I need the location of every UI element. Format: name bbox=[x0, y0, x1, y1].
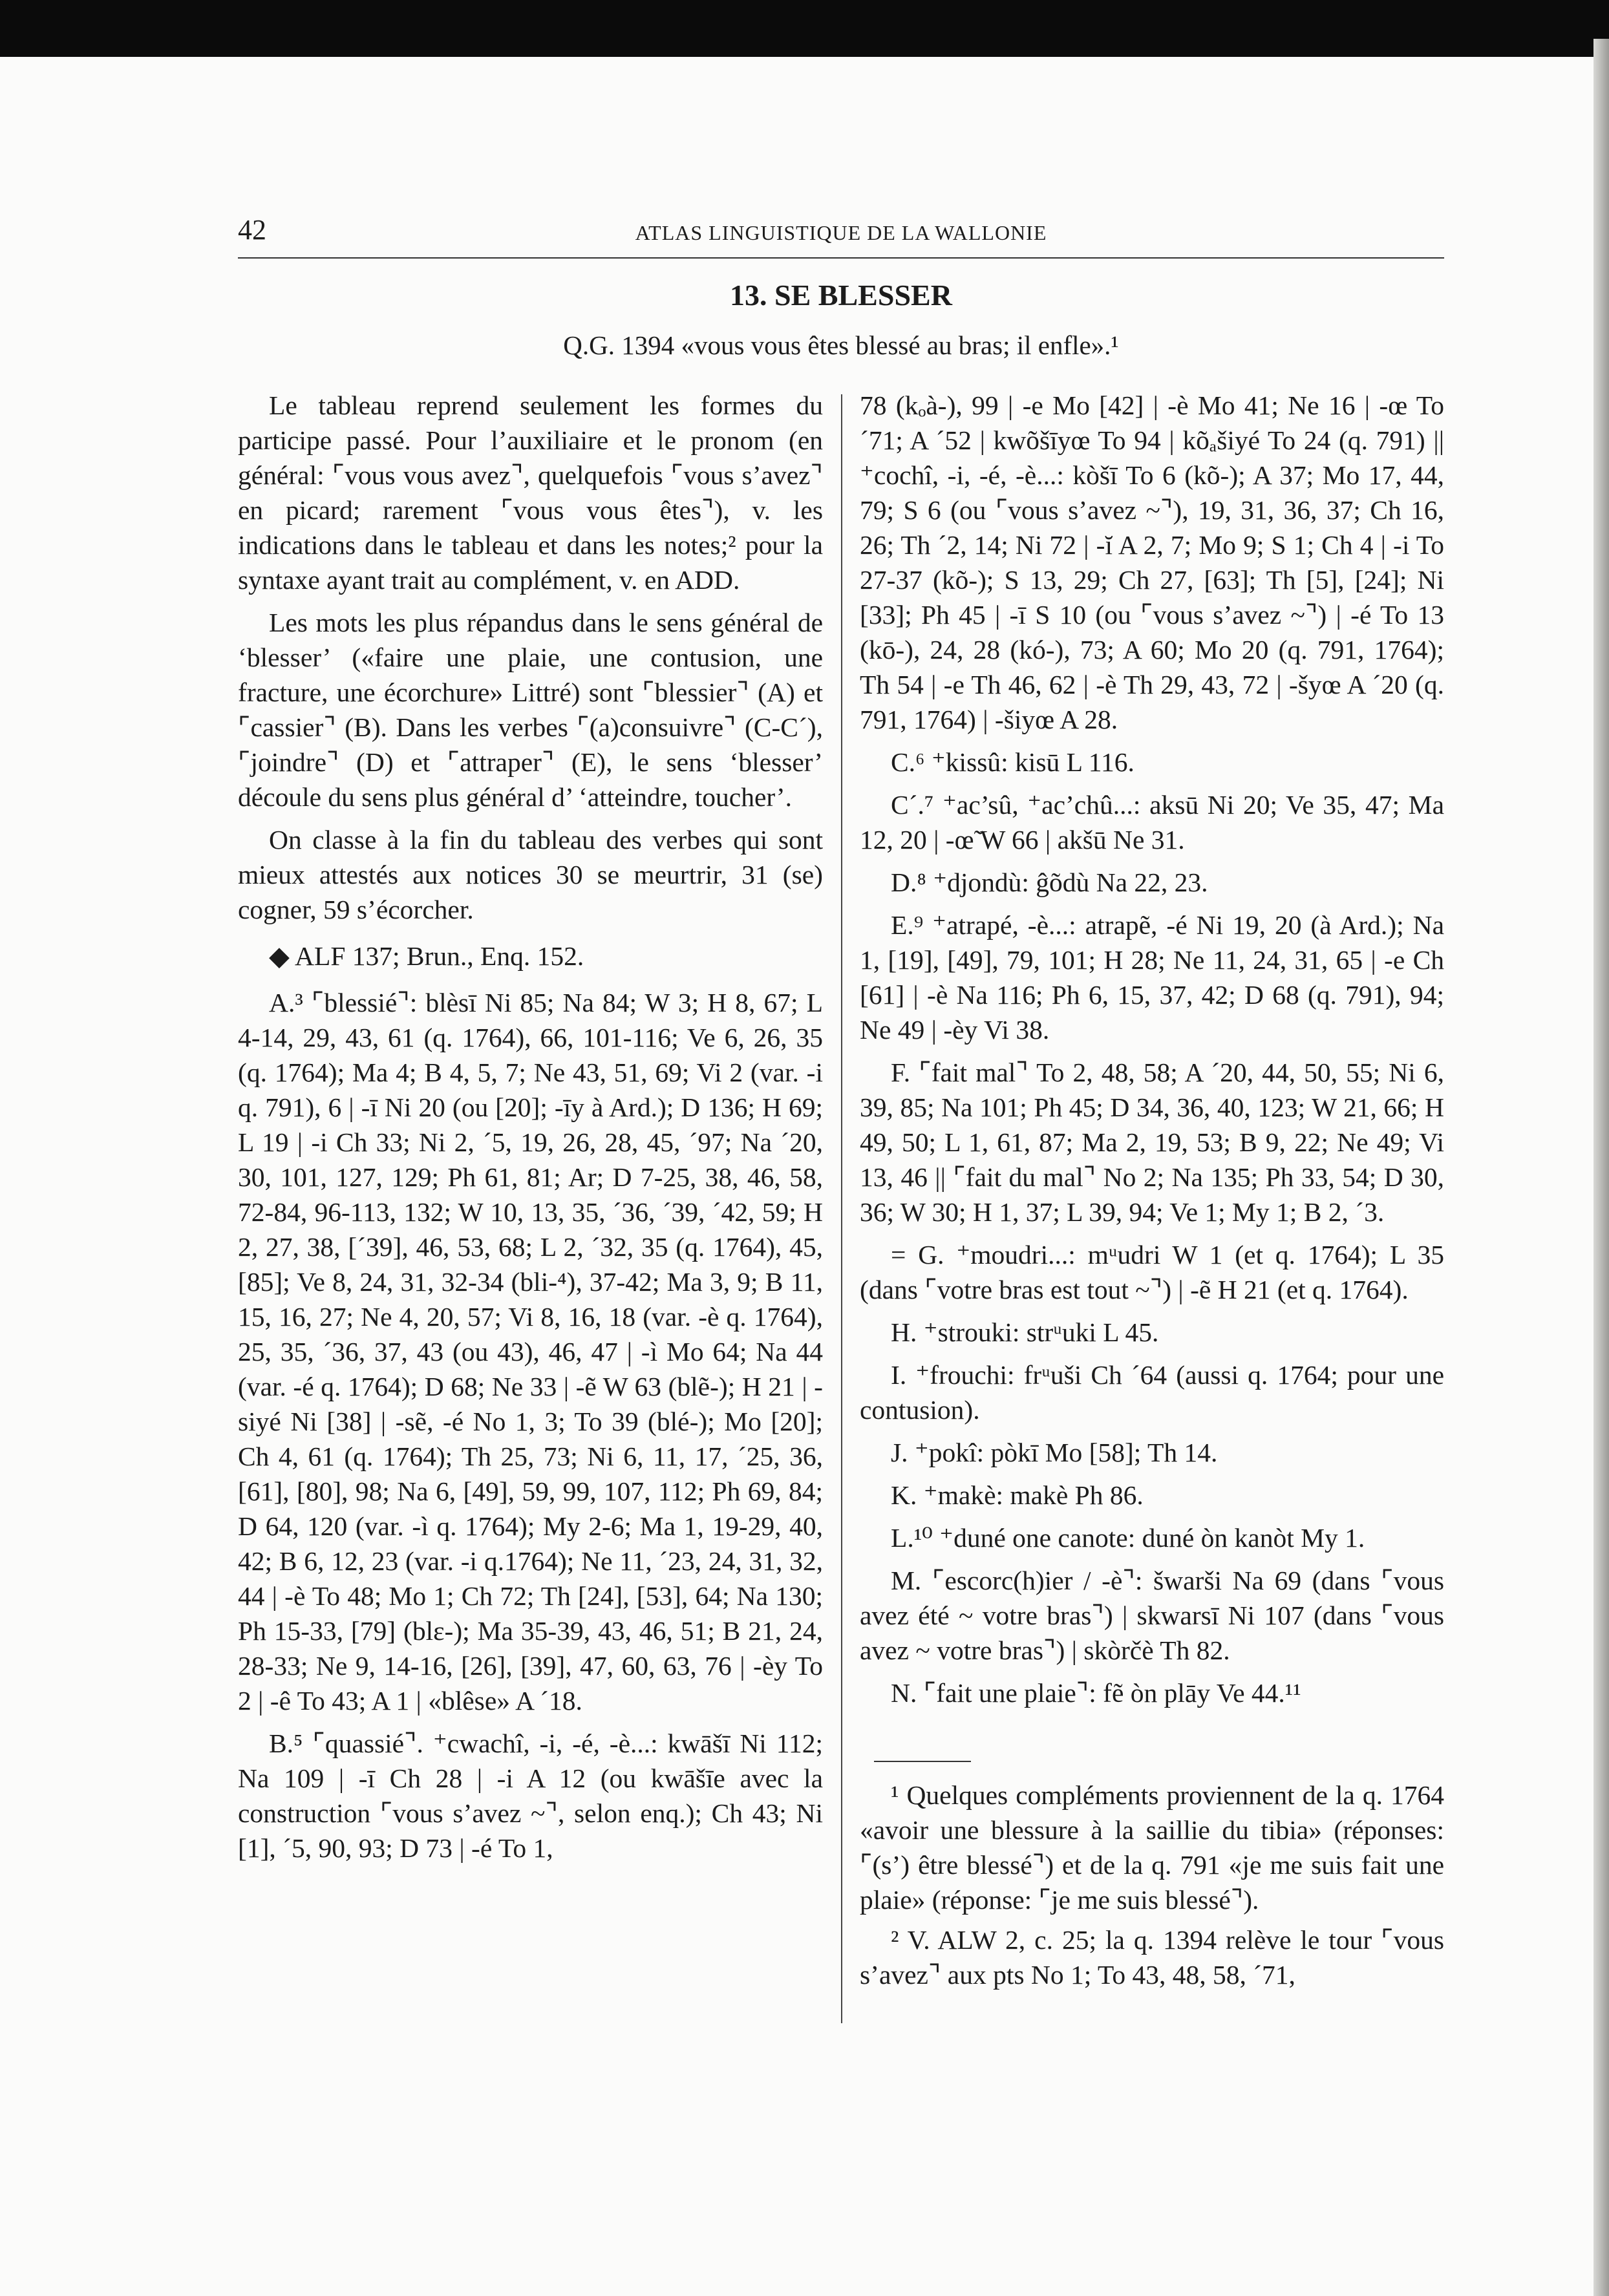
entry-i-frouchi: I. ⁺frouchi: frᵘuši Ch ´64 (aussi q. 1764; pour une contusion). bbox=[860, 1360, 1444, 1425]
entry-n-fait-une-plaie: N. ⌜fait une plaie⌝: fẽ òn plāy Ve 44.¹¹ bbox=[891, 1678, 1301, 1708]
paragraph-references: ◆ ALF 137; Brun., Enq. 152. bbox=[269, 941, 584, 971]
question-line: Q.G. 1394 «vous vous êtes blessé au bras; il enfle».¹ bbox=[563, 330, 1119, 360]
running-title: ATLAS LINGUISTIQUE DE LA WALLONIE bbox=[635, 221, 1047, 244]
entry-k-make: K. ⁺makè: makè Ph 86. bbox=[891, 1480, 1144, 1510]
left-column bbox=[238, 388, 823, 1873]
article-title: 13. SE BLESSER bbox=[730, 279, 952, 312]
entry-c-prime-acsu: C´.⁷ ⁺ac’sû, ⁺ac’chû...: aksū Ni 20; Ve 35, 47; Ma 12, 20 | -œ̃ W 66 | akšū Ne 31. bbox=[860, 790, 1444, 855]
paragraph-intro: Le tableau reprend seulement les formes du participe passé. Pour l’auxiliaire et le pronom (en général: ⌜vous vous avez⌝, quelquefois ⌜vous s’avez⌝ en picard; rarement ⌜vous vous êtes⌝), v. les indications dans le tableau et dans les notes;² pour la syntaxe ayant trait au complément, v. en ADD. bbox=[238, 390, 823, 595]
footnote-2: ² V. ALW 2, c. 25; la q. 1394 relève le tour ⌜vous s’avez⌝ aux pts No 1; To 43, 48, 58, ´71, bbox=[860, 1925, 1444, 1990]
page-header bbox=[238, 213, 1444, 259]
entry-c-kissu: C.⁶ ⁺kissû: kisū L 116. bbox=[891, 747, 1135, 777]
footnote-rule bbox=[874, 1761, 971, 1762]
entry-m-escorchier: M. ⌜escorc(h)ier / -è⌝: šwarši Na 69 (dans ⌜vous avez été ~ votre bras⌝) | skwarsī Ni 107 (dans ⌜vous avez ~ votre bras⌝) | skòrčè Th 82. bbox=[860, 1566, 1444, 1665]
column-divider bbox=[841, 394, 842, 2023]
right-column bbox=[860, 388, 1444, 1997]
entry-b-quassie: B.⁵ ⌜quassié⌝. ⁺cwachî, -i, -é, -è...: kwāšī Ni 112; Na 109 | -ī Ch 28 | -i A 12 (ou kwāšīe avec la construction ⌜vous s’avez ~⌝, selon enq.); Ch 43; Ni [1], ´5, 90, 93; D 73 | -é To 1, bbox=[238, 1728, 823, 1863]
entry-j-poki: J. ⁺pokî: pòkī Mo [58]; Th 14. bbox=[891, 1438, 1218, 1467]
paragraph-classification: On classe à la fin du tableau des verbes qui sont mieux attestés aux notices 30 se meurtrir, 31 (se) cogner, 59 s’écorcher. bbox=[238, 825, 823, 924]
entry-h-strouki: H. ⁺strouki: strᵘuki L 45. bbox=[891, 1317, 1159, 1347]
paragraph-senses: Les mots les plus répandus dans le sens général de ‘blesser’ («faire une plaie, une contusion, une fracture, une écorchure» Littré) sont ⌜blessier⌝ (A) et ⌜cassier⌝ (B). Dans les verbes ⌜(a)consuivre⌝ (C-C´), ⌜joindre⌝ (D) et ⌜attraper⌝ (E), le sens ‘blesser’ découle du sens plus général d’ ‘atteindre, toucher’. bbox=[238, 608, 823, 812]
entry-d-djondu: D.⁸ ⁺djondù: ĝõdù Na 22, 23. bbox=[891, 867, 1208, 897]
page-number: 42 bbox=[238, 214, 266, 246]
entry-l-dune-one-canote: L.¹⁰ ⁺duné one canote: duné òn kanòt My 1. bbox=[891, 1523, 1365, 1553]
header-rule bbox=[238, 257, 1444, 259]
entry-f-fait-mal: F. ⌜fait mal⌝ To 2, 48, 58; A ´20, 44, 50, 55; Ni 6, 39, 85; Na 101; Ph 45; D 34, 36, 40, 123; W 21, 66; H 49, 50; L 1, 61, 87; Ma 2, 19, 53; B 9, 22; Ne 49; Vi 13, 46 || ⌜fait du mal⌝ No 2; Na 135; Ph 33, 54; D 30, 36; W 30; H 1, 37; L 39, 94; Ve 1; My 1; B 2, ´3. bbox=[860, 1058, 1444, 1227]
scan-right-edge bbox=[1593, 39, 1609, 2296]
entry-a-blessie: A.³ ⌜blessié⌝: blèsī Ni 85; Na 84; W 3; H 8, 67; L 4-14, 29, 43, 61 (q. 1764), 66, 101-116; Ve 6, 26, 35 (q. 1764); Ma 4; B 4, 5, 7; Ne 43, 51, 69; Vi 2 (var. -i q. 791), 6 | -ī Ni 20 (ou [20]; -īy à Ard.); D 136; H 69; L 19 | -i Ch 33; Ni 2, ´5, 19, 26, 28, 45, ´97; Na ´20, 30, 101, 127, 129; Ph 61, 81; Ar; D 7-25, 38, 46, 58, 72-84, 96-113, 132; W 10, 13, 35, ´36, ´39, ´42, 59; H 2, 27, 38, [´39], 46, 53, 68; L 2, ´32, 35 (q. 1764), 45, [85]; Ve 8, 24, 31, 32-34 (bli-⁴), 37-42; Ma 3, 9; B 11, 15, 16, 27; Ne 4, 20, 57; Vi 8, 16, 18 (var. -è q. 1764), 25, 35, ´36, 37, 43 (ou 43), 46, 47 | -ì Mo 64; Na 44 (var. -é q. 1764); D 68; Ne 33 | -ẽ W 63 (blẽ-); H 21 | -siyé Ni [38] | -sẽ, -é No 1, 3; To 39 (blé-); Mo [20]; Ch 4, 61 (q. 1764); Th 25, 73; Ni 6, 11, 17, ´25, 36, [61], [80], 98; Na 6, [49], 59, 99, 107, 112; Ph 69, 84; D 64, 120 (var. -ì q. 1764); My 2-6; Ma 1, 19-29, 40, 42; B 6, 12, 23 (var. -i q.1764); Ne 11, ´23, 24, 31, 32, 44 | -è To 48; Mo 1; Ch 72; Th [24], [53], 64; Na 130; Ph 15-33, [79] (blɛ-); Ma 35-39, 43, 46, 51; B 21, 24, 28-33; Ne 9, 14-16, [26], [39], 47, 60, 63, 76 | -èy To 2 | -ê To 43; A 1 | «blêse» A ´18. bbox=[238, 988, 823, 1716]
entry-b-continuation: 78 (kₒà-), 99 | -e Mo [42] | -è Mo 41; Ne 16 | -œ To ´71; A ´52 | kwõšīyœ To 94 | kõₐšiyé To 24 (q. 791) || ⁺cochî, -i, -é, -è...: kòšī To 6 (kõ-); A 37; Mo 17, 44, 79; S 6 (ou ⌜vous s’avez ~⌝), 19, 31, 36, 37; Ch 16, 26; Th ´2, 14; Ni 72 | -ĭ A 2, 7; Mo 9; S 1; Ch 4 | -i To 27-37 (kõ-); S 13, 29; Ch 27, [63]; Th [5], [24]; Ni [33]; Ph 45 | -ī S 10 (ou ⌜vous s’avez ~⌝) | -é To 13 (kō-), 24, 28 (kó-), 73; A 60; Mo 20 (q. 791, 1764); Th 54 | -e Th 46, 62 | -è Th 29, 43, 72 | -šyœ A ´20 (q. 791, 1764) | -šiyœ A 28. bbox=[860, 390, 1444, 734]
entry-g-moudri: = G. ⁺moudri...: mᵘudri W 1 (et q. 1764); L 35 (dans ⌜votre bras est tout ~⌝) | -ẽ H 21 (et q. 1764). bbox=[860, 1240, 1444, 1304]
entry-e-atrape: E.⁹ ⁺atrapé, -è...: atrapẽ, -é Ni 19, 20 (à Ard.); Na 1, [19], [49], 79, 101; H 28; Ne 11, 24, 31, 65 | -e Ch [61] | -è Na 116; Ph 6, 15, 37, 42; D 68 (q. 791), 94; Ne 49 | -èy Vi 38. bbox=[860, 910, 1444, 1045]
footnote-1: ¹ Quelques compléments proviennent de la q. 1764 «avoir une blessure à la saillie du tibia» (réponses: ⌜(s’) être blessé⌝) et de la q. 791 «je me suis fait une plaie» (réponse: ⌜je me suis blessé⌝). bbox=[860, 1780, 1444, 1915]
scan-top-border bbox=[0, 0, 1609, 57]
